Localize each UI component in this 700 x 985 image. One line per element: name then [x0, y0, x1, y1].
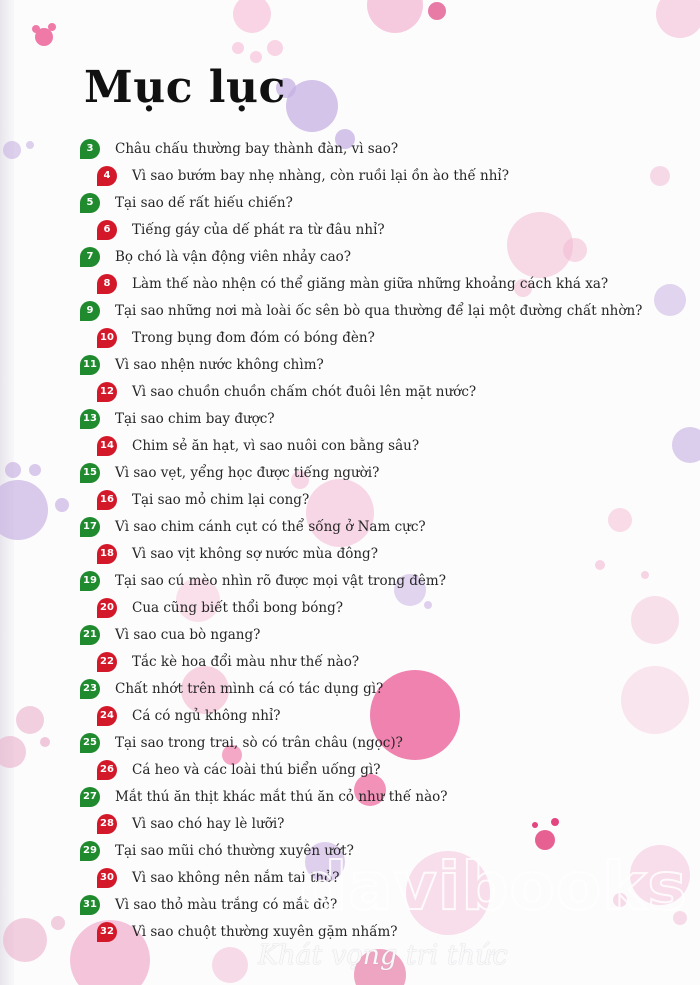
watermark-brand: davibooks	[300, 848, 688, 925]
page-number-badge: 23	[80, 679, 100, 699]
toc-entry	[97, 486, 309, 513]
toc-entry-title: Vì sao chim cánh cụt có thể sống ở Nam cực?	[115, 518, 426, 535]
toc-entry	[80, 729, 403, 756]
page-number-badge: 21	[80, 625, 100, 645]
page-number-badge: 13	[80, 409, 100, 429]
toc-entry	[80, 189, 293, 216]
right-side-dots	[394, 166, 700, 734]
page-number-badge: 16	[97, 490, 117, 510]
toc-entry-title: Bọ chó là vận động viên nhảy cao?	[115, 248, 351, 265]
toc-entry	[97, 756, 380, 783]
page-number-badge: 12	[97, 382, 117, 402]
toc-entry	[97, 810, 284, 837]
page-number-badge: 27	[80, 787, 100, 807]
toc-entry	[80, 405, 275, 432]
page-number-badge: 3	[80, 139, 100, 159]
page-number-badge: 15	[80, 463, 100, 483]
page-title: Mục lục	[84, 62, 286, 113]
toc-entry	[80, 243, 351, 270]
toc-entry-title: Tại sao trong trai, sò có trân châu (ngọc)?	[115, 734, 403, 751]
toc-entry	[80, 459, 379, 486]
toc-entry	[97, 216, 385, 243]
page-number-badge: 8	[97, 274, 117, 294]
page-number-badge: 17	[80, 517, 100, 537]
page-number-badge: 14	[97, 436, 117, 456]
toc-entry-title: Vì sao chó hay lè lưỡi?	[132, 815, 285, 832]
paw-print-decoration-top	[32, 0, 700, 63]
page-number-badge: 9	[80, 301, 100, 321]
page-number-badge: 7	[80, 247, 100, 267]
toc-entry	[97, 594, 343, 621]
toc-entry	[97, 540, 378, 567]
toc-entry	[80, 675, 383, 702]
page-number-badge: 29	[80, 841, 100, 861]
page-number-badge: 10	[97, 328, 117, 348]
page-number-badge: 24	[97, 706, 117, 726]
toc-entry	[97, 702, 281, 729]
toc-entry-title: Tại sao cú mèo nhìn rõ được mọi vật trong đêm?	[115, 572, 446, 589]
toc-entry-title: Cua cũng biết thổi bong bóng?	[132, 599, 343, 616]
toc-entry	[80, 351, 324, 378]
page-number-badge: 26	[97, 760, 117, 780]
toc-entry-title: Tại sao mũi chó thường xuyên ướt?	[115, 842, 354, 859]
toc-entry-title: Tắc kè hoa đổi màu như thế nào?	[132, 653, 360, 670]
toc-entry	[97, 162, 509, 189]
toc-entry-title: Vì sao vịt không sợ nước mùa đông?	[132, 545, 378, 562]
page-number-badge: 4	[97, 166, 117, 186]
toc-entry-title: Vì sao nhện nước không chìm?	[115, 356, 324, 373]
toc-entry-title: Vì sao bướm bay nhẹ nhàng, còn ruồi lại ồn ào thế nhỉ?	[132, 167, 509, 184]
page-number-badge: 20	[97, 598, 117, 618]
page-number-badge: 32	[97, 922, 117, 942]
toc-entry	[80, 135, 398, 162]
watermark-slogan: Khát vọng tri thức	[258, 940, 508, 971]
toc-entry	[80, 513, 426, 540]
toc-entry-title: Chất nhớt trên mình cá có tác dụng gì?	[115, 680, 384, 697]
toc-entry-title: Vì sao chuột thường xuyên gặm nhấm?	[132, 923, 398, 940]
toc-entry-title: Làm thế nào nhện có thể giăng màn giữa những khoảng cách khá xa?	[132, 275, 609, 292]
toc-entry-title: Tại sao mỏ chim lại cong?	[132, 491, 310, 508]
toc-entry	[80, 891, 337, 918]
toc-entry-title: Mắt thú ăn thịt khác mắt thú ăn cỏ như thế nào?	[115, 788, 448, 805]
page-number-badge: 31	[80, 895, 100, 915]
page-number-badge: 11	[80, 355, 100, 375]
page-number-badge: 18	[97, 544, 117, 564]
toc-entry	[97, 432, 419, 459]
toc-entry	[97, 648, 359, 675]
toc-entry-title: Tiếng gáy của dế phát ra từ đâu nhỉ?	[132, 221, 385, 238]
toc-entry	[80, 621, 260, 648]
toc-entry	[97, 270, 608, 297]
page-number-badge: 5	[80, 193, 100, 213]
toc-entry-title: Tại sao dế rất hiếu chiến?	[115, 194, 293, 211]
toc-entry-title: Vì sao vẹt, yểng học được tiếng người?	[115, 464, 380, 481]
toc-entry-title: Tại sao chim bay được?	[115, 410, 275, 427]
toc-entry	[97, 324, 375, 351]
page-number-badge: 30	[97, 868, 117, 888]
toc-entry-title: Chim sẻ ăn hạt, vì sao nuôi con bằng sâu?	[132, 437, 420, 454]
toc-entry-title: Châu chấu thường bay thành đàn, vì sao?	[115, 140, 399, 157]
toc-entry-title: Trong bụng đom đóm có bóng đèn?	[132, 329, 375, 346]
page-number-badge: 25	[80, 733, 100, 753]
toc-entry-title: Vì sao không nên nắm tai thỏ?	[132, 869, 340, 886]
toc-entry-title: Cá có ngủ không nhỉ?	[132, 707, 281, 724]
toc-entry-title: Tại sao những nơi mà loài ốc sên bò qua thường để lại một đường chất nhờn?	[115, 302, 643, 319]
page-number-badge: 6	[97, 220, 117, 240]
toc-entry-title: Vì sao chuồn chuồn chấm chót đuôi lên mặt nước?	[132, 383, 477, 400]
toc-entry-title: Cá heo và các loài thú biển uống gì?	[132, 761, 381, 778]
toc-entry	[97, 378, 476, 405]
toc-entry	[80, 297, 642, 324]
toc-entry-title: Vì sao cua bò ngang?	[115, 626, 261, 643]
toc-entry	[80, 783, 448, 810]
page-number-badge: 19	[80, 571, 100, 591]
page-number-badge: 28	[97, 814, 117, 834]
toc-entry-title: Vì sao thỏ màu trắng có mắt đỏ?	[115, 896, 338, 913]
page-number-badge: 22	[97, 652, 117, 672]
toc-entry	[80, 567, 446, 594]
